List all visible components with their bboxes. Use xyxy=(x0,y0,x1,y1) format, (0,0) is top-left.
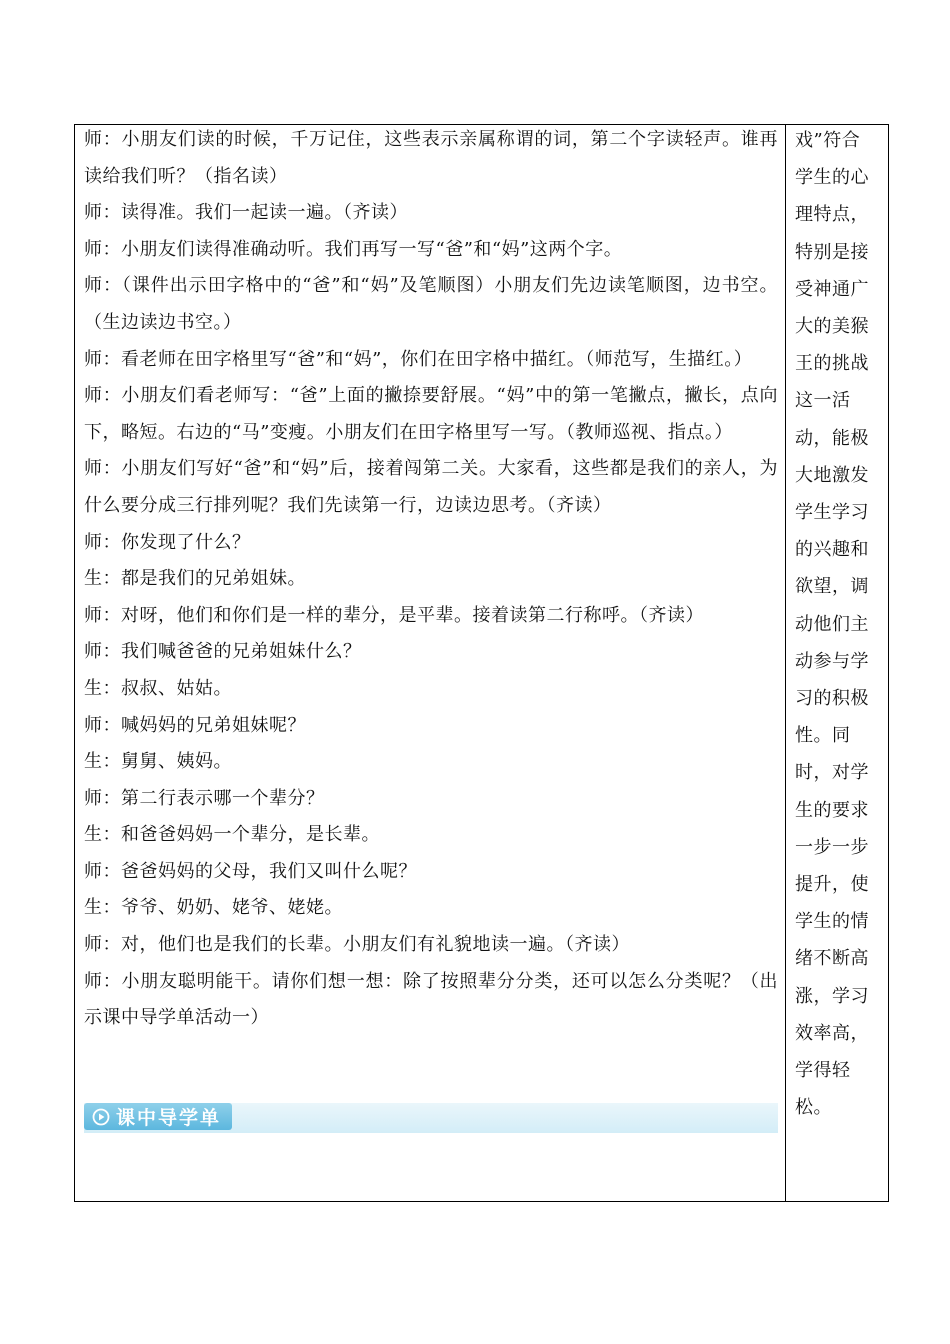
note-line: 习的积极 xyxy=(795,688,869,710)
column-divider xyxy=(785,124,786,1202)
dialogue-line: 生：舅舅、姨妈。 xyxy=(84,751,232,773)
dialogue-line: 师：对，他们也是我们的长辈。小朋友们有礼貌地读一遍。（齐读） xyxy=(84,934,630,956)
note-line: 学生的情 xyxy=(795,911,869,933)
dialogue-line: 师：爸爸妈妈的父母，我们又叫什么呢？ xyxy=(84,860,417,882)
dialogue-line: 师：小朋友们看老师写：“爸”上面的撇捺要舒展。“妈”中的第一笔撇点，撇长，点向下，略短。右边的“马”变瘦。小朋友们在田字格里写一写。（教师巡视、指点。） xyxy=(84,385,778,443)
guide-sheet-title: 课中导学单 xyxy=(116,1107,222,1129)
dialogue-line: 师：喊妈妈的兄弟姐妹呢？ xyxy=(84,714,306,736)
dialogue-line: 师：小朋友们写好“爸”和“妈”后，接着闯第二关。大家看，这些都是我们的亲人，为什么要分成三行排列呢？我们先读第一行，边读边思考。（齐读） xyxy=(84,458,778,516)
note-line: 学生的心 xyxy=(795,167,869,189)
note-line: 提升，使 xyxy=(795,874,869,896)
note-line: 特别是接 xyxy=(795,241,869,263)
dialogue-line: 生：和爸爸妈妈一个辈分，是长辈。 xyxy=(84,824,380,846)
note-line: 效率高， xyxy=(795,1022,869,1044)
note-line: 学得轻 xyxy=(795,1060,851,1082)
note-line: 大的美猴 xyxy=(795,316,869,338)
dialogue-line: 师：我们喊爸爸的兄弟姐妹什么？ xyxy=(84,641,362,663)
note-line: 时，对学 xyxy=(795,762,869,784)
note-line: 欲望，调 xyxy=(795,576,869,598)
note-line: 理特点， xyxy=(795,204,869,226)
dialogue-line: 生：都是我们的兄弟姐妹。 xyxy=(84,568,306,590)
note-line: 这一活 xyxy=(795,390,851,412)
note-line: 戏”符合 xyxy=(795,130,861,151)
note-line: 生的要求 xyxy=(795,799,869,821)
note-line: 动参与学 xyxy=(795,650,869,672)
note-line: 涨，学习 xyxy=(795,985,869,1007)
design-intent-column xyxy=(795,122,879,1126)
dialogue-line: 师：读得准。我们一起读一遍。（齐读） xyxy=(84,202,408,224)
note-line: 动，能极 xyxy=(795,427,869,449)
dialogue-line: 师：看老师在田字格里写“爸”和“妈”，你们在田字格中描红。（师范写，生描红。） xyxy=(84,348,753,370)
dialogue-line: 师：小朋友们读得准确动听。我们再写一写“爸”和“妈”这两个字。 xyxy=(84,238,623,260)
note-line: 的兴趣和 xyxy=(795,539,869,561)
note-line: 大地激发 xyxy=(795,464,869,486)
dialogue-line: 生：叔叔、姑姑。 xyxy=(84,677,232,699)
dialogue-line: 师：小朋友聪明能干。请你们想一想：除了按照辈分分类，还可以怎么分类呢？（出示课中导学单活动一） xyxy=(84,970,778,1029)
note-line: 学生学习 xyxy=(795,502,869,524)
dialogue-line: 师：（课件出示田字格中的“爸”和“妈”及笔顺图）小朋友们先边读笔顺图，边书空。（生边读边书空。） xyxy=(84,275,778,333)
dialogue-line: 师：对呀，他们和你们是一样的辈分，是平辈。接着读第二行称呼。（齐读） xyxy=(84,604,704,626)
dialogue-line: 师：你发现了什么？ xyxy=(84,531,251,553)
note-line: 绪不断高 xyxy=(795,948,869,970)
note-line: 一步一步 xyxy=(795,836,869,858)
note-line: 王的挑战 xyxy=(795,353,869,375)
guide-sheet-label xyxy=(84,1103,232,1130)
note-line: 受神通广 xyxy=(795,278,869,300)
dialogue-line: 生：爷爷、奶奶、姥爷、姥姥。 xyxy=(84,897,343,919)
teaching-process-column xyxy=(84,122,778,1037)
dialogue-line: 师：小朋友们读的时候，千万记住，这些表示亲属称谓的词，第二个字读轻声。谁再读给我们听？（指名读） xyxy=(84,129,778,187)
note-line: 性。同 xyxy=(795,725,851,747)
note-line: 松。 xyxy=(795,1097,832,1119)
play-circle-icon xyxy=(92,1108,110,1126)
dialogue-line: 师：第二行表示哪一个辈分？ xyxy=(84,787,325,809)
note-line: 动他们主 xyxy=(795,613,869,635)
